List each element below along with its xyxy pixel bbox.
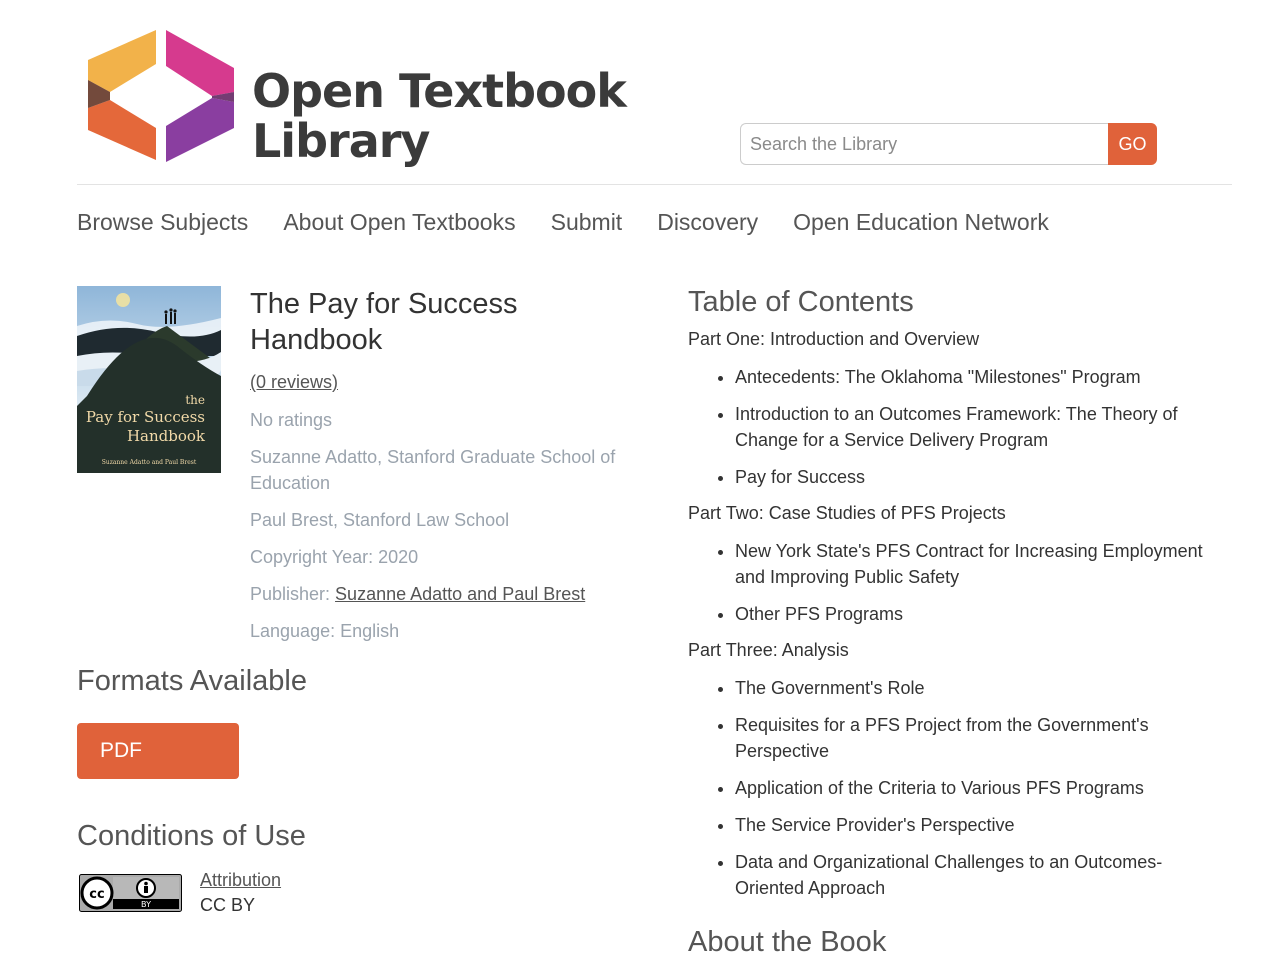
toc-item: • Requisites for a PFS Project from the Government's Perspective — [735, 712, 1228, 764]
language: Language: English — [250, 621, 400, 641]
toc-part: Part One: Introduction and Overview — [688, 329, 980, 349]
search-input[interactable] — [740, 123, 1108, 165]
logo-line-2: Library — [252, 114, 430, 168]
author-1: Suzanne Adatto, Stanford Graduate School of Education — [250, 447, 616, 493]
logo-wordmark[interactable] — [252, 66, 626, 166]
publisher-row — [250, 581, 640, 607]
toc-item: • The Service Provider's Perspective — [735, 812, 1228, 838]
toc-heading: Table of Contents — [688, 286, 914, 318]
toc-list — [688, 538, 1228, 627]
toc-list — [688, 675, 1228, 901]
book-cover-art — [77, 286, 221, 473]
toc-item: • Data and Organizational Challenges to an Outcomes-Oriented Approach — [735, 849, 1228, 901]
toc-item: • Pay for Success — [735, 464, 1228, 490]
reviews-link[interactable]: (0 reviews) — [250, 372, 339, 392]
book-cover-image[interactable] — [77, 286, 221, 473]
cover-title-line-1: the — [185, 393, 205, 407]
search-form — [740, 123, 1157, 165]
search-go-button[interactable]: GO — [1108, 123, 1157, 165]
logo-line-1: Open Textbook — [252, 64, 626, 118]
nav-browse-subjects[interactable]: Browse Subjects — [77, 209, 249, 235]
toc-item: • Application of the Criteria to Various PFS Programs — [735, 775, 1228, 801]
book-title: The Pay for Success Handbook — [250, 288, 518, 356]
publisher-label: Publisher: — [250, 584, 336, 604]
cc-badge-by-text: BY — [141, 900, 151, 909]
nav-about-open-textbooks[interactable]: About Open Textbooks — [283, 209, 516, 235]
license-info — [200, 868, 281, 918]
header-divider — [77, 184, 1232, 185]
nav-submit[interactable]: Submit — [550, 209, 623, 235]
formats-heading: Formats Available — [77, 665, 307, 697]
table-of-contents — [688, 286, 1228, 912]
conditions-heading: Conditions of Use — [77, 820, 306, 852]
toc-item: • Introduction to an Outcomes Framework: The Theory of Change for a Service Delivery Program — [735, 401, 1228, 453]
cover-title-line-3: Handbook — [126, 427, 205, 445]
book-info — [250, 286, 640, 655]
cc-by-license-icon[interactable] — [79, 874, 182, 912]
logo-icon[interactable] — [88, 30, 238, 162]
copyright-year: Copyright Year: 2020 — [250, 547, 419, 567]
toc-item: • Antecedents: The Oklahoma "Milestones" Program — [735, 364, 1228, 390]
cover-authors: Suzanne Adatto and Paul Brest — [101, 459, 197, 466]
author-2: Paul Brest, Stanford Law School — [250, 510, 510, 530]
pdf-download-button[interactable]: PDF — [77, 723, 239, 779]
toc-item: • New York State's PFS Contract for Increasing Employment and Improving Public Safety — [735, 538, 1228, 590]
svg-text:cc: cc — [89, 887, 105, 902]
toc-item: • Other PFS Programs — [735, 601, 1228, 627]
toc-part: Part Two: Case Studies of PFS Projects — [688, 503, 1006, 523]
main-nav — [77, 209, 1049, 236]
about-book-heading: About the Book — [688, 926, 887, 958]
toc-part: Part Three: Analysis — [688, 640, 849, 660]
license-code: CC BY — [200, 895, 256, 915]
cover-title-line-2: Pay for Success — [85, 408, 205, 426]
toc-list — [688, 364, 1228, 490]
publisher-link[interactable]: Suzanne Adatto and Paul Brest — [335, 584, 586, 604]
toc-item: • The Government's Role — [735, 675, 1228, 701]
license-attribution-link[interactable]: Attribution — [200, 870, 282, 890]
nav-open-education-network[interactable]: Open Education Network — [793, 209, 1049, 235]
ratings-text: No ratings — [250, 410, 333, 430]
nav-discovery[interactable]: Discovery — [657, 209, 759, 235]
